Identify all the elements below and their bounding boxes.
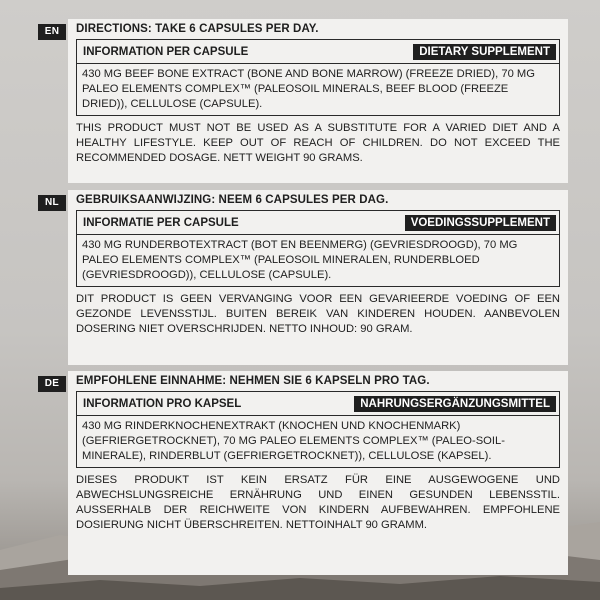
info-box xyxy=(76,39,560,116)
notice-text: DIT PRODUCT IS GEEN VERVANGING VOOR EEN GEVARIEERDE VOEDING OF EEN GEZONDE LEVENSSTIJL. BUITEN BEREIK VAN KINDEREN HOUDEN. AANBEVOLEN DOSERING NIET OVERSCHRIJDEN. NETTO INHOUD: 90 GRAM. xyxy=(76,293,560,335)
language-tag-de: DE xyxy=(38,376,66,392)
info-title: INFORMATION PER CAPSULE xyxy=(83,45,249,58)
language-tag-en: EN xyxy=(38,24,66,40)
section-en xyxy=(68,19,568,183)
language-tag-nl: NL xyxy=(38,195,66,211)
supplement-badge: NAHRUNGSERGÄNZUNGSMITTEL xyxy=(354,396,556,412)
ingredients-text: 430 MG BEEF BONE EXTRACT (BONE AND BONE MARROW) (FREEZE DRIED), 70 MG PALEO ELEMENTS COMPLEX™ (PALEOSOIL MINERALS, BEEF BLOOD (FREEZE DRIED)), CELLULOSE (CAPSULE). xyxy=(82,68,535,110)
ingredients-text: 430 MG RINDERKNOCHENEXTRAKT (KNOCHEN UND KNOCHENMARK) (GEFRIERGETROCKNET), 70 MG PALEO ELEMENTS COMPLEX™ (PALEO-SOIL-MINERALE), RINDERBLUT (GEFRIERGETROCKNET)), CELLULOSE (KAPSEL). xyxy=(82,420,505,462)
info-box xyxy=(76,391,560,468)
info-box-header xyxy=(77,392,559,416)
supplement-badge: DIETARY SUPPLEMENT xyxy=(413,44,556,60)
directions-heading: EMPFOHLENE EINNAHME: NEHMEN SIE 6 KAPSELN PRO TAG. xyxy=(76,375,430,387)
notice-text: THIS PRODUCT MUST NOT BE USED AS A SUBSTITUTE FOR A VARIED DIET AND A HEALTHY LIFESTYLE. KEEP OUT OF REACH OF CHILDREN. DO NOT EXCEED THE RECOMMENDED DOSAGE. NETT WEIGHT 90 GRAMS. xyxy=(76,122,560,164)
directions-heading: DIRECTIONS: TAKE 6 CAPSULES PER DAY. xyxy=(76,23,319,35)
section-nl xyxy=(68,190,568,365)
directions-heading: GEBRUIKSAANWIJZING: NEEM 6 CAPSULES PER DAG. xyxy=(76,194,389,206)
info-box-header xyxy=(77,211,559,235)
notice-text: DIESES PRODUKT IST KEIN ERSATZ FÜR EINE AUSGEWOGENE UND ABWECHSLUNGSREICHE ERNÄHRUNG UND EINEN GESUNDEN LEBENSSTIL. AUSSERHALB DER REICHWEITE VON KINDERN AUFBEWAHREN. EMPFOHLENE DOSIERUNG NICHT ÜBERSCHREITEN. NETTOINHALT 90 GRAMM. xyxy=(76,474,560,531)
ingredients-text: 430 MG RUNDERBOTEXTRACT (BOT EN BEENMERG) (GEVRIESDROOGD), 70 MG PALEO ELEMENTS COMPLEX™ (PALEOSOIL MINERALEN, RUNDERBLOED (GEVRIESDROOGD)), CELLULOSE (CAPSULE). xyxy=(82,239,518,281)
section-de xyxy=(68,371,568,575)
info-title: INFORMATIE PER CAPSULE xyxy=(83,216,239,229)
supplement-badge: VOEDINGSSUPPLEMENT xyxy=(405,215,556,231)
info-box-header xyxy=(77,40,559,64)
info-title: INFORMATION PRO KAPSEL xyxy=(83,397,242,410)
info-box xyxy=(76,210,560,287)
